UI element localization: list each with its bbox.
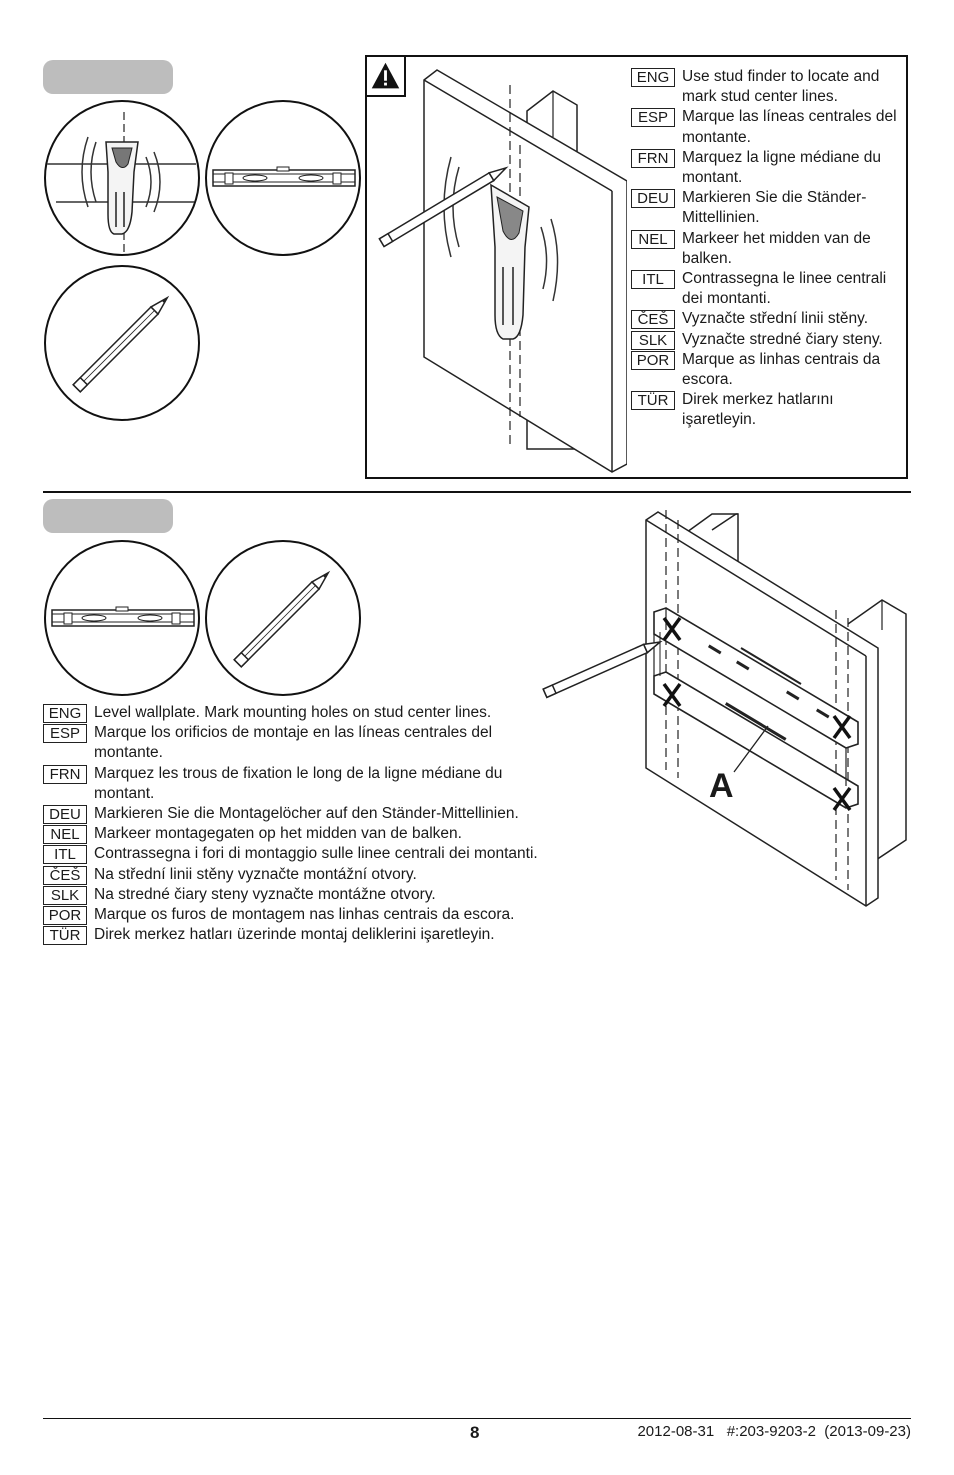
wallplate-illustration	[536, 500, 916, 910]
document-info: 2012-08-31 #:203-9203-2 (2013-09-23)	[637, 1423, 911, 1440]
page-number: 8	[470, 1423, 480, 1442]
stud-finder-icon	[46, 102, 198, 254]
list-item	[43, 824, 563, 844]
lang-code: ENG	[43, 704, 87, 723]
instruction-text: Use stud finder to locate and mark stud center lines.	[682, 68, 880, 106]
instruction-text: Marque las líneas centrales del montante.	[682, 108, 897, 146]
lang-code: POR	[43, 906, 87, 925]
pencil-icon	[207, 542, 359, 694]
list-item	[631, 330, 903, 350]
list-item	[631, 148, 903, 188]
instruction-text: Marque os furos de montagem nas linhas centrais da escora.	[94, 906, 515, 924]
lang-code: DEU	[43, 805, 87, 824]
lang-code: SLK	[631, 331, 675, 350]
list-item	[43, 723, 563, 763]
lang-code: ENG	[631, 68, 675, 87]
step-1-pill	[43, 60, 173, 94]
warning-box	[365, 55, 908, 479]
pencil-icon	[46, 267, 198, 419]
lang-code: ESP	[631, 108, 675, 127]
list-item	[43, 905, 563, 925]
instruction-text: Vyznačte stredné čiary steny.	[682, 330, 883, 348]
instruction-text: Na střední linii stěny vyznačte montážní otvory.	[94, 865, 417, 883]
lang-code: SLK	[43, 886, 87, 905]
instruction-text: Marquez les trous de fixation le long de la ligne médiane du montant.	[94, 764, 503, 802]
instruction-text: Markeer montagegaten op het midden van de balken.	[94, 825, 462, 843]
level-icon	[46, 542, 198, 694]
list-item	[43, 804, 563, 824]
instruction-text: Contrassegna i fori di montaggio sulle linee centrali dei montanti.	[94, 845, 538, 863]
instruction-text: Na stredné čiary steny vyznačte montážne otvory.	[94, 885, 436, 903]
lang-code: ČEŠ	[43, 866, 87, 885]
list-item	[631, 390, 903, 430]
level-circle-1	[205, 100, 361, 256]
lang-code: ITL	[631, 270, 675, 289]
lang-code: DEU	[631, 189, 675, 208]
instruction-text: Markieren Sie die Ständer-Mittellinien.	[682, 189, 867, 227]
lang-code: TÜR	[43, 926, 87, 945]
list-item	[43, 885, 563, 905]
list-item	[631, 309, 903, 329]
instruction-text: Markieren Sie die Montagelöcher auf den Ständer-Mittellinien.	[94, 805, 519, 823]
level-circle-2	[44, 540, 200, 696]
list-item	[631, 350, 903, 390]
pencil-circle-2	[205, 540, 361, 696]
list-item	[43, 844, 563, 864]
step-2-instructions	[43, 703, 563, 945]
callout-label-a: A	[709, 767, 734, 805]
lang-code: ITL	[43, 845, 87, 864]
instruction-text: Marque as linhas centrais da escora.	[682, 350, 881, 389]
list-item	[631, 229, 903, 269]
stud-finder-circle	[44, 100, 200, 256]
instruction-text: Direk merkez hatlarını işaretleyin.	[682, 391, 834, 429]
instruction-text: Level wallplate. Mark mounting holes on stud center lines.	[94, 704, 492, 721]
list-item	[631, 67, 903, 107]
lang-code: NEL	[43, 825, 87, 844]
stud-wall-illustration	[367, 57, 627, 477]
instruction-text: Markeer het midden van de balken.	[682, 229, 871, 267]
list-item	[631, 269, 903, 309]
step-1-instructions	[631, 67, 903, 431]
lang-code: ESP	[43, 724, 87, 743]
list-item	[43, 764, 563, 804]
lang-code: FRN	[43, 765, 87, 784]
instruction-text: Contrassegna le linee centrali dei montanti.	[682, 270, 887, 308]
pencil-circle-1	[44, 265, 200, 421]
lang-code: ČEŠ	[631, 310, 675, 329]
section-divider	[43, 491, 911, 493]
list-item	[43, 865, 563, 885]
lang-code: NEL	[631, 230, 675, 249]
footer-rule	[43, 1418, 911, 1419]
instruction-text: Marque los orificios de montaje en las líneas centrales del montante.	[94, 724, 493, 762]
list-item	[631, 188, 903, 228]
step-2-pill	[43, 499, 173, 533]
instruction-text: Marquez la ligne médiane du montant.	[682, 148, 882, 187]
instruction-text: Vyznačte střední linii stěny.	[682, 310, 869, 328]
lang-code: POR	[631, 351, 675, 370]
instruction-text: Direk merkez hatları üzerinde montaj deliklerini işaretleyin.	[94, 926, 495, 944]
lang-code: FRN	[631, 149, 675, 168]
list-item	[43, 925, 563, 945]
level-icon	[207, 102, 359, 254]
lang-code: TÜR	[631, 391, 675, 410]
list-item	[43, 703, 563, 723]
list-item	[631, 107, 903, 147]
